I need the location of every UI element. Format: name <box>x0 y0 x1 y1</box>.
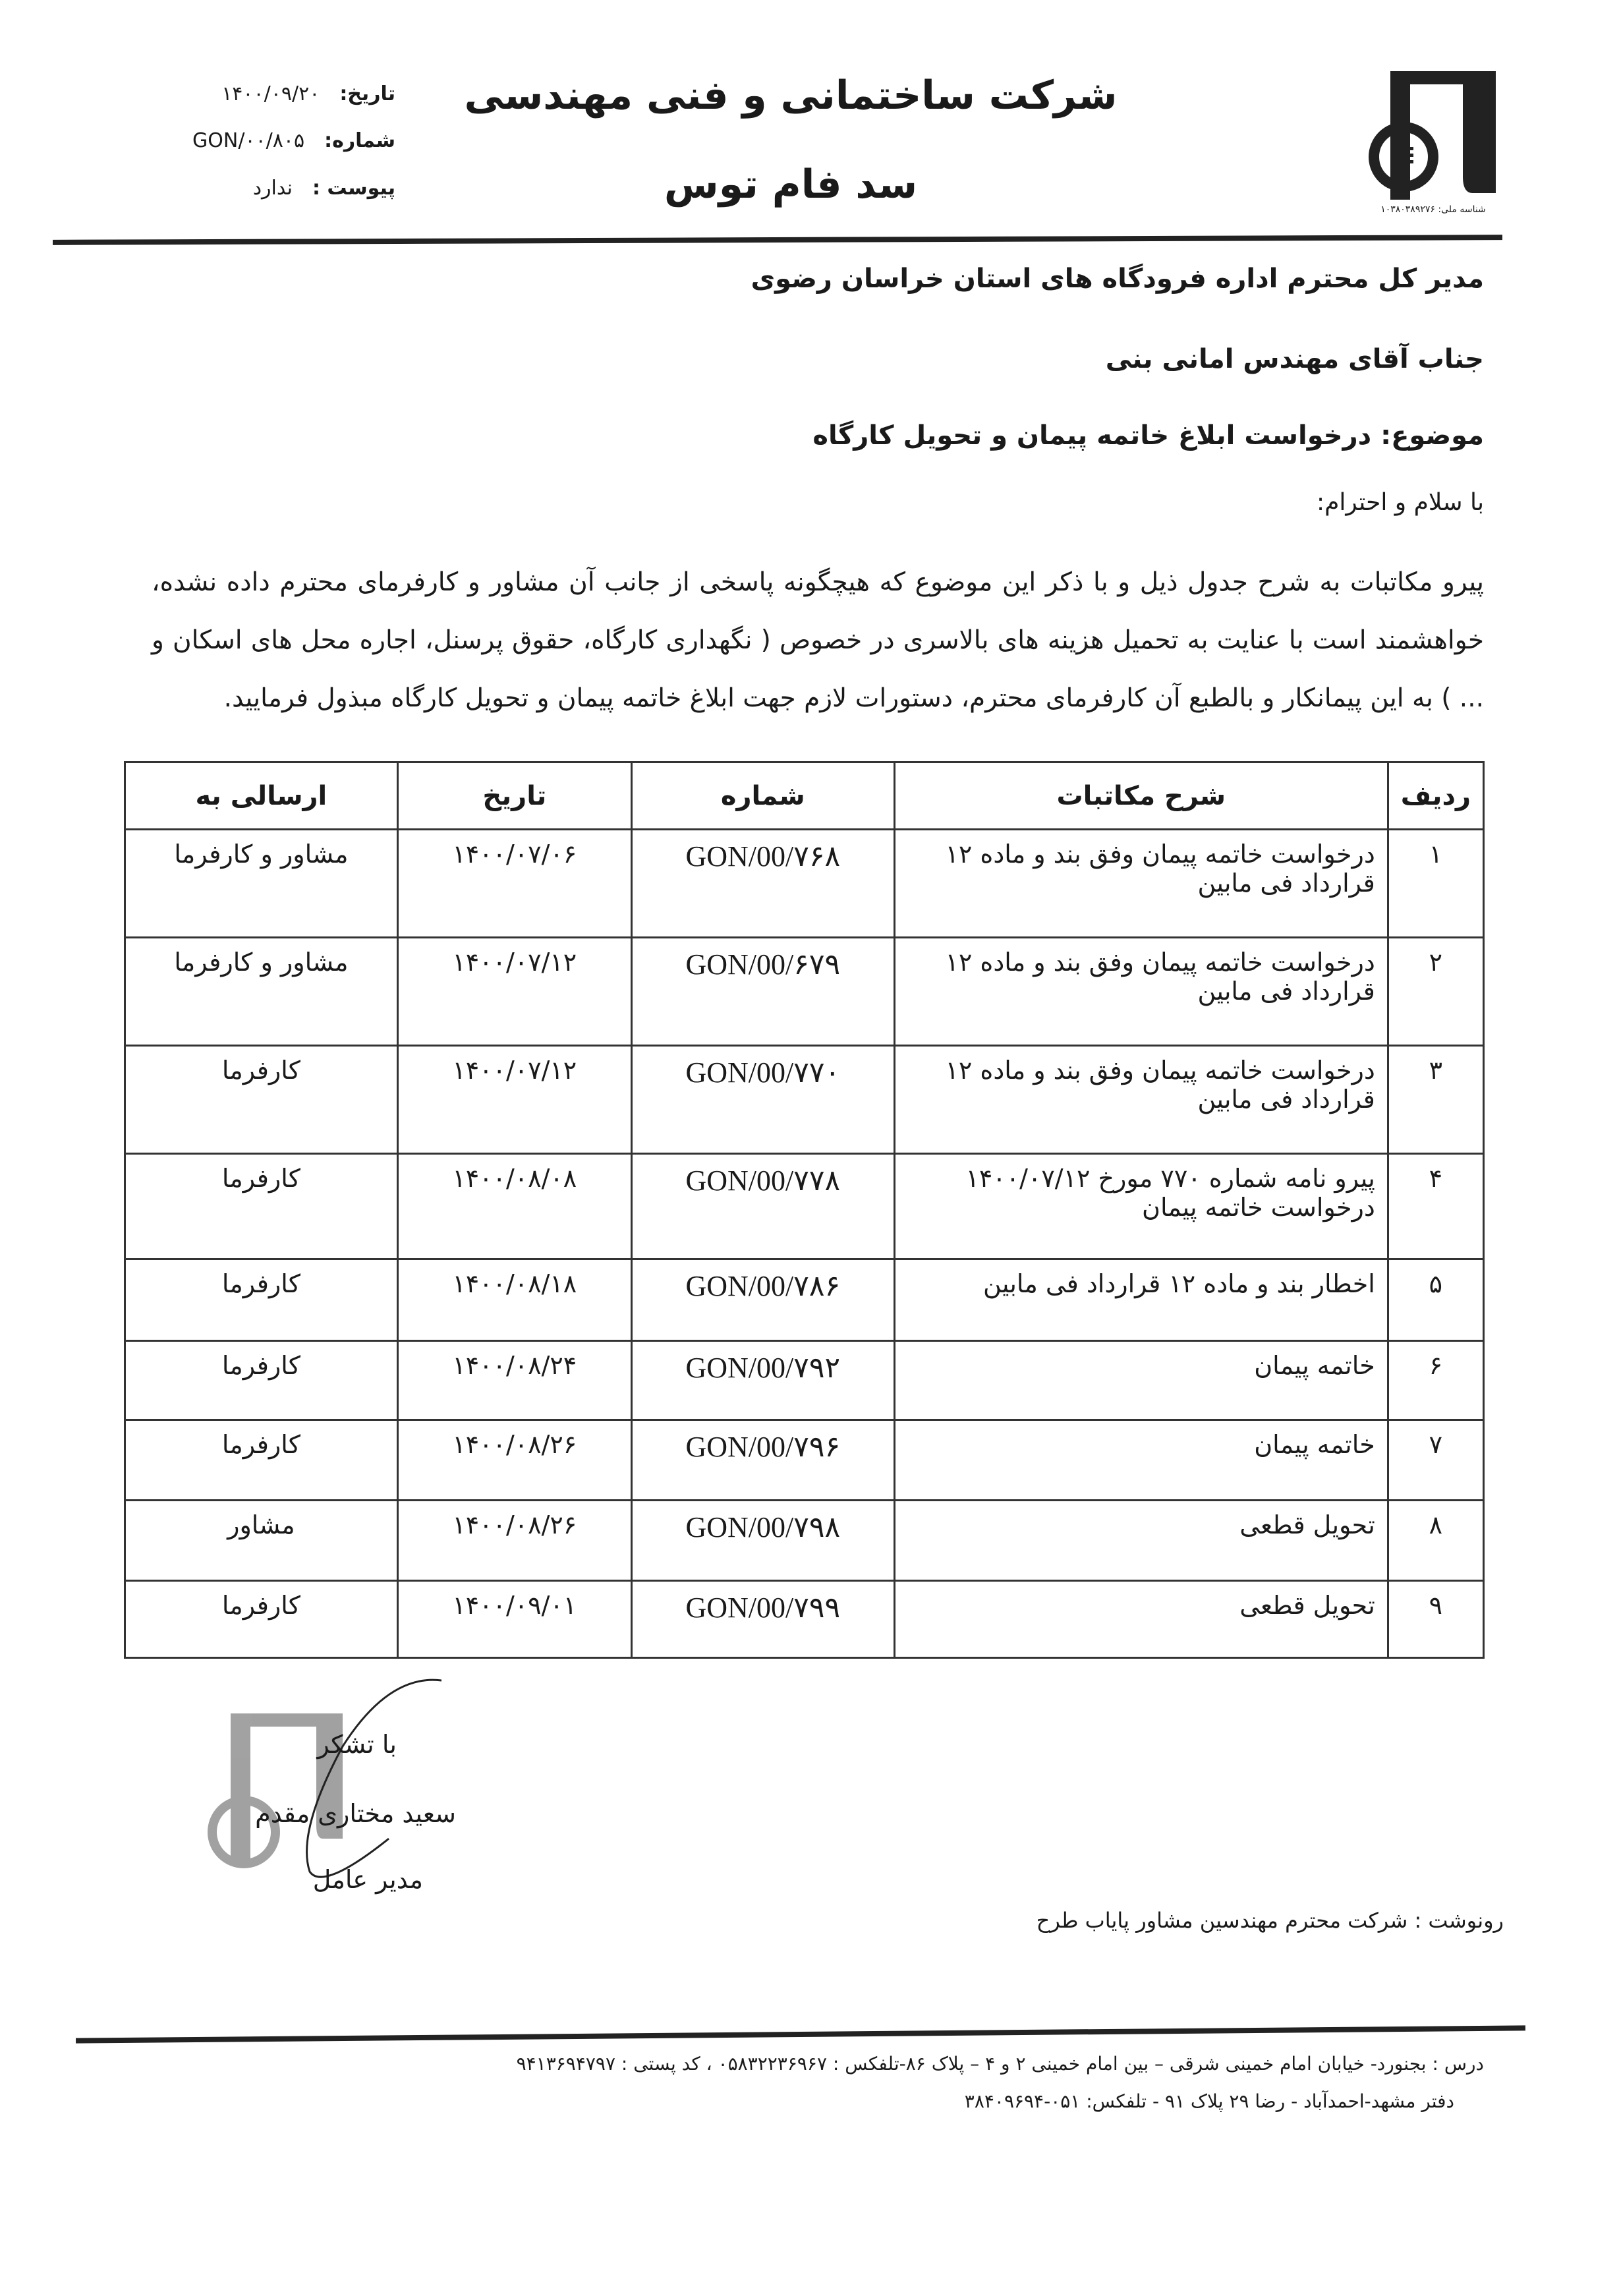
row-sent-to: کارفرما <box>125 1046 398 1154</box>
row-date: ۱۴۰۰/۰۸/۲۶ <box>397 1501 631 1581</box>
row-description: پیرو نامه شماره ۷۷۰ مورخ ۱۴۰۰/۰۷/۱۲ درخواست خاتمه پیمان <box>894 1154 1388 1259</box>
table-row <box>125 1341 1484 1420</box>
row-number: ۶ <box>1388 1341 1483 1420</box>
col-header-date: تاریخ <box>397 762 631 830</box>
number-value: GON/۰۰/۸۰۵ <box>192 129 305 152</box>
letter-body: پیرو مکاتبات به شرح جدول ذیل و با ذکر این موضوع که هیچگونه پاسخی از جانب آن مشاور و کارفرمای محترم داده نشده، خواهشمند است با عنایت به تحمیل هزینه های بالاسری در خصوص ( نگهداری کارگاه، حقوق پرسنل، اجاره محل های اسکان و ... ) به این پیمانکار و بالطبع آن کارفرمای محترم، دستورات لازم جهت ابلاغ خاتمه پیمان و تحویل کارگاه مبذول فرمایید. <box>152 567 1484 713</box>
date-value: ۱۴۰۰/۰۹/۲۰ <box>221 82 320 105</box>
row-number: ۱ <box>1388 830 1483 938</box>
number-field <box>132 129 395 152</box>
row-number: ۳ <box>1388 1046 1483 1154</box>
row-letter-number: GON/00/۷۷۰ <box>631 1046 894 1154</box>
attachment-field <box>132 177 395 200</box>
row-date: ۱۴۰۰/۰۸/۲۴ <box>397 1341 631 1420</box>
table-row <box>125 1420 1484 1501</box>
row-letter-number: GON/00/۷۹۶ <box>631 1420 894 1501</box>
row-number: ۷ <box>1388 1420 1483 1501</box>
signatory-name: سعید مختاری مقدم <box>255 1799 456 1828</box>
col-header-sent-to: ارسالی به <box>125 762 398 830</box>
row-sent-to: مشاور و کارفرما <box>125 830 398 938</box>
company-name: شرکت ساختمانی و فنی مهندسی <box>464 72 1118 119</box>
row-letter-number: GON/00/۷۹۸ <box>631 1501 894 1581</box>
footer-address-2: دفتر مشهد-احمدآباد - رضا ۲۹ پلاک ۹۱ - تلفکس: ۰۵۱-۳۸۴۰۹۶۹۴ <box>964 2090 1454 2112</box>
logo-caption: شناسه ملی: ۱۰۳۸۰۳۸۹۲۷۶ <box>1380 204 1486 215</box>
table-row <box>125 938 1484 1046</box>
row-letter-number: GON/00/۷۶۸ <box>631 830 894 938</box>
attachment-value: ندارد <box>252 177 293 200</box>
attention: جناب آقای مهندس امانی بنی <box>1105 344 1484 374</box>
cc-line: رونوشت : شرکت محترم مهندسین مشاور پایاب طرح <box>1036 1908 1504 1933</box>
closing: با تشکر <box>317 1730 397 1759</box>
row-date: ۱۴۰۰/۰۸/۱۸ <box>397 1259 631 1341</box>
company-subname: سد فام توس <box>664 161 918 208</box>
row-description: خاتمه پیمان <box>894 1420 1388 1501</box>
number-label: شماره: <box>324 129 395 152</box>
row-description: اخطار بند و ماده ۱۲ قرارداد فی مابین <box>894 1259 1388 1341</box>
row-description: درخواست خاتمه پیمان وفق بند و ماده ۱۲ قرارداد فی مابین <box>894 830 1388 938</box>
row-sent-to: کارفرما <box>125 1581 398 1658</box>
date-label: تاریخ: <box>339 82 395 105</box>
row-number: ۸ <box>1388 1501 1483 1581</box>
footer-divider <box>76 2025 1525 2043</box>
correspondence-table <box>124 761 1485 1659</box>
col-header-number: شماره <box>631 762 894 830</box>
row-letter-number: GON/00/۷۸۶ <box>631 1259 894 1341</box>
row-description: تحویل قطعی <box>894 1501 1388 1581</box>
row-number: ۵ <box>1388 1259 1483 1341</box>
header-divider <box>53 235 1502 245</box>
row-date: ۱۴۰۰/۰۹/۰۱ <box>397 1581 631 1658</box>
row-description: درخواست خاتمه پیمان وفق بند و ماده ۱۲ قرارداد فی مابین <box>894 1046 1388 1154</box>
row-date: ۱۴۰۰/۰۷/۱۲ <box>397 1046 631 1154</box>
table-row <box>125 1501 1484 1581</box>
col-header-description: شرح مکاتبات <box>894 762 1388 830</box>
row-letter-number: GON/00/۷۹۹ <box>631 1581 894 1658</box>
table-row <box>125 1581 1484 1658</box>
row-letter-number: GON/00/۷۷۸ <box>631 1154 894 1259</box>
row-sent-to: مشاور و کارفرما <box>125 938 398 1046</box>
row-number: ۹ <box>1388 1581 1483 1658</box>
row-description: خاتمه پیمان <box>894 1341 1388 1420</box>
table-row <box>125 1046 1484 1154</box>
attachment-label: پیوست : <box>312 177 395 200</box>
row-date: ۱۴۰۰/۰۷/۱۲ <box>397 938 631 1046</box>
row-sent-to: کارفرما <box>125 1259 398 1341</box>
table-row <box>125 1259 1484 1341</box>
row-letter-number: GON/00/۷۹۲ <box>631 1341 894 1420</box>
row-letter-number: GON/00/۶۷۹ <box>631 938 894 1046</box>
row-sent-to: کارفرما <box>125 1341 398 1420</box>
footer-address-1: درس : بجنورد- خیابان امام خمینی شرقی – بین امام خمینی ۲ و ۴ – پلاک ۸۶-تلفکس : ۰۵۸۳۲۲۳۶۹۶۷ ، کد پستی : ۹۴۱۳۶۹۴۷۹۷ <box>516 2053 1484 2075</box>
company-stamp <box>191 1674 441 1898</box>
row-number: ۲ <box>1388 938 1483 1046</box>
col-header-row-number: ردیف <box>1388 762 1483 830</box>
recipient: مدیر کل محترم اداره فرودگاه های استان خراسان رضوی <box>751 264 1484 294</box>
date-field <box>132 82 395 105</box>
table-row <box>125 830 1484 938</box>
row-date: ۱۴۰۰/۰۸/۰۸ <box>397 1154 631 1259</box>
row-number: ۴ <box>1388 1154 1483 1259</box>
row-description: درخواست خاتمه پیمان وفق بند و ماده ۱۲ قرارداد فی مابین <box>894 938 1388 1046</box>
subject: موضوع: درخواست ابلاغ خاتمه پیمان و تحویل کارگاه <box>812 420 1484 451</box>
greeting: با سلام و احترام: <box>1316 489 1484 516</box>
signatory-title: مدیر عامل <box>312 1865 423 1894</box>
company-logo <box>1364 58 1502 219</box>
row-date: ۱۴۰۰/۰۷/۰۶ <box>397 830 631 938</box>
table-header-row <box>125 762 1484 830</box>
row-sent-to: کارفرما <box>125 1420 398 1501</box>
row-date: ۱۴۰۰/۰۸/۲۶ <box>397 1420 631 1501</box>
row-description: تحویل قطعی <box>894 1581 1388 1658</box>
row-sent-to: کارفرما <box>125 1154 398 1259</box>
row-sent-to: مشاور <box>125 1501 398 1581</box>
table-row <box>125 1154 1484 1259</box>
